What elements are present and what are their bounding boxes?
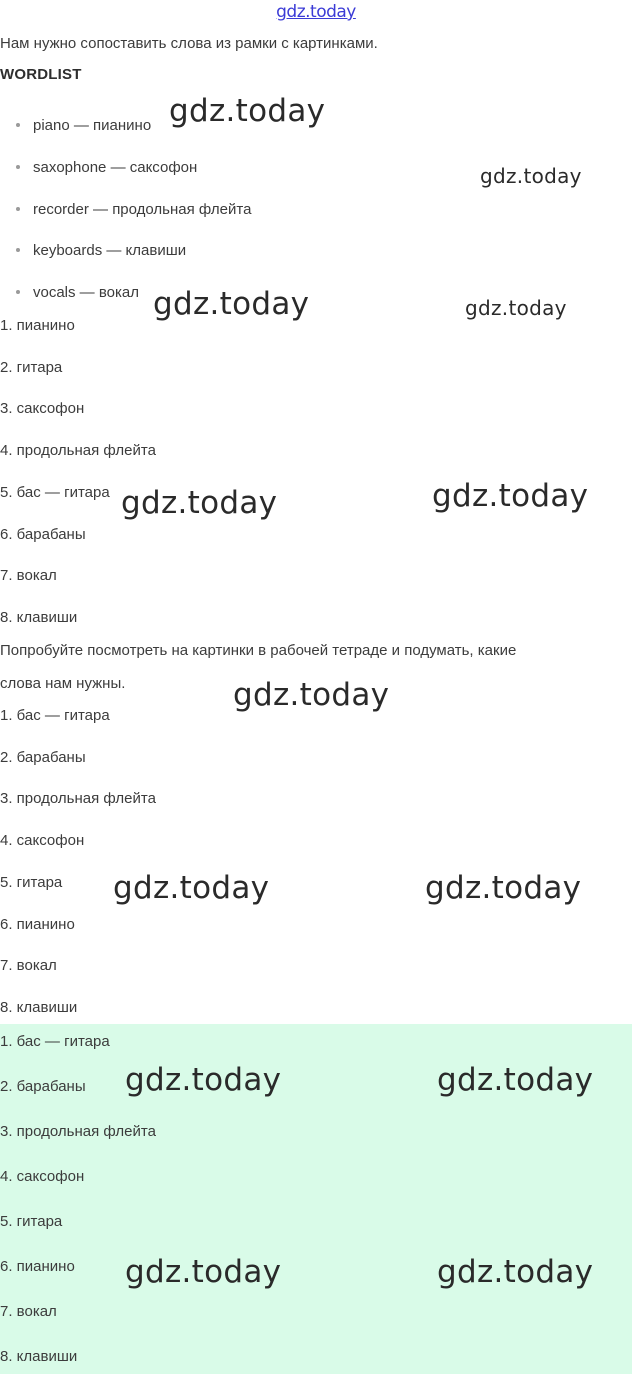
watermark: gdz.today — [113, 870, 270, 906]
wordlist-heading: WORDLIST — [0, 66, 82, 83]
hint-text-line2: слова нам нужны. — [0, 675, 126, 692]
list-item: 2. барабаны — [0, 749, 86, 766]
answer-item: 1. бас — гитара — [0, 1033, 110, 1050]
watermark: gdz.today — [125, 1062, 282, 1098]
list-item: 5. гитара — [0, 874, 63, 891]
list-item: 2. гитара — [0, 359, 63, 376]
watermark: gdz.today — [425, 870, 582, 906]
watermark: gdz.today — [437, 1254, 594, 1290]
list-item: 1. пианино — [0, 317, 75, 334]
list-item: 1. бас — гитара — [0, 707, 110, 724]
bullet-icon — [16, 248, 20, 252]
hint-text-line1: Попробуйте посмотреть на картинки в рабочей тетраде и подумать, какие — [0, 642, 517, 659]
wordlist-item: keyboards — клавиши — [16, 242, 186, 260]
watermark: gdz.today — [465, 296, 567, 320]
answer-item: 4. саксофон — [0, 1168, 85, 1185]
intro-text: Нам нужно сопоставить слова из рамки с картинками. — [0, 35, 378, 52]
list-item: 7. вокал — [0, 567, 57, 584]
watermark: gdz.today — [125, 1254, 282, 1290]
watermark: gdz.today — [121, 485, 278, 521]
list-item: 5. бас — гитара — [0, 484, 110, 501]
wordlist-item: recorder — продольная флейта — [16, 201, 251, 219]
list-item: 4. саксофон — [0, 832, 85, 849]
list-item: 3. саксофон — [0, 400, 85, 417]
answer-item: 8. клавиши — [0, 1348, 78, 1365]
watermark: gdz.today — [153, 286, 310, 322]
answer-item: 5. гитара — [0, 1213, 63, 1230]
bullet-icon — [16, 123, 20, 127]
bullet-icon — [16, 290, 20, 294]
watermark: gdz.today — [437, 1062, 594, 1098]
bullet-icon — [16, 165, 20, 169]
answer-item: 6. пианино — [0, 1258, 75, 1275]
wordlist-item: piano — пианино — [16, 117, 151, 135]
site-link[interactable]: gdz.today — [276, 2, 356, 22]
answer-item: 2. барабаны — [0, 1078, 86, 1095]
list-item: 7. вокал — [0, 957, 57, 974]
wordlist-item: vocals — вокал — [16, 284, 139, 302]
list-item: 6. барабаны — [0, 526, 86, 543]
watermark: gdz.today — [233, 677, 390, 713]
watermark: gdz.today — [480, 164, 582, 188]
answer-item: 3. продольная флейта — [0, 1123, 156, 1140]
wordlist-item: saxophone — саксофон — [16, 159, 197, 177]
bullet-icon — [16, 207, 20, 211]
list-item: 4. продольная флейта — [0, 442, 156, 459]
answer-item: 7. вокал — [0, 1303, 57, 1320]
watermark: gdz.today — [169, 93, 326, 129]
list-item: 8. клавиши — [0, 609, 78, 626]
list-item: 8. клавиши — [0, 999, 78, 1016]
list-item: 6. пианино — [0, 916, 75, 933]
list-item: 3. продольная флейта — [0, 790, 156, 807]
watermark: gdz.today — [432, 478, 589, 514]
